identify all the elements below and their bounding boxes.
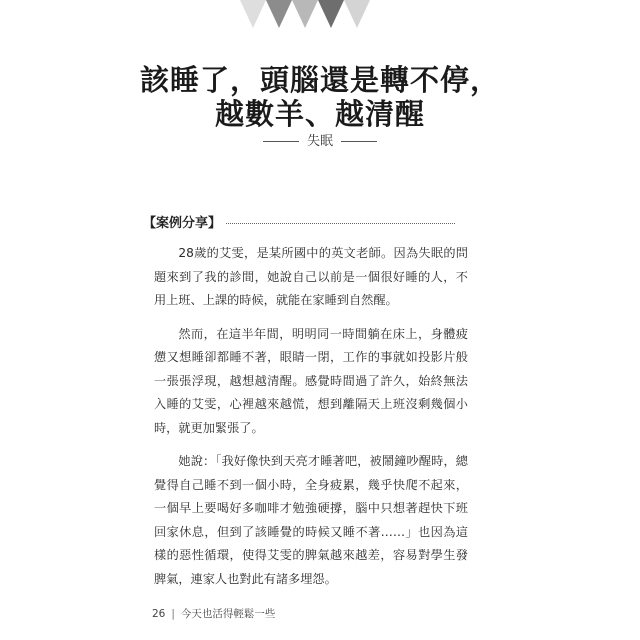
paragraph: 她說：「我好像快到天亮才睡著吧，被鬧鐘吵醒時，總覺得自己睡不到一個小時，全身疲累，幾乎快爬不起來，一個早上要喝好多咖啡才勉強硬撐，腦中只想著趕快下班回家休息，但到了該睡覺的時候又睡不著……」也因為這樣的惡性循環，使得艾雯的脾氣越來越差，容易對學生發脾氣，連家人也對此有諸多埋怨。 — [154, 454, 468, 586]
page-footer — [152, 606, 275, 621]
paragraph: 28歲的艾雯，是某所國中的英文老師。因為失眠的問題來到了我的診間，她說自己以前是一個很好睡的人，不用上班、上課的時候，就能在家睡到自然醒。 — [154, 246, 468, 307]
chapter-subtitle — [0, 130, 640, 149]
case-label: 【案例分享】 — [143, 212, 225, 231]
case-section-header — [143, 212, 455, 232]
book-title: 今天也活得輕鬆一些 — [180, 608, 276, 620]
subtitle-rule-right — [341, 141, 377, 142]
triangle-decoration-icon — [240, 0, 370, 34]
dotted-divider — [223, 223, 455, 224]
case-body — [154, 242, 468, 601]
chapter-title-line-2: 越數羊、越清醒 — [214, 97, 425, 131]
subtitle-text: 失眠 — [306, 134, 333, 149]
subtitle-rule-left — [263, 141, 299, 142]
footer-separator: | — [171, 608, 175, 620]
page-number: 26 — [152, 608, 166, 620]
chapter-title-line-1: 該睡了，頭腦還是轉不停， — [139, 63, 500, 97]
paragraph: 然而，在這半年間，明明同一時間躺在床上，身體疲憊又想睡卻都睡不著，眼睛一閉，工作的事就如投影片般一張張浮現，越想越清醒。感覺時間過了許久，始終無法入睡的艾雯，心裡越來越慌，想到離隔天上班沒剩幾個小時，就更加緊張了。 — [154, 326, 468, 435]
